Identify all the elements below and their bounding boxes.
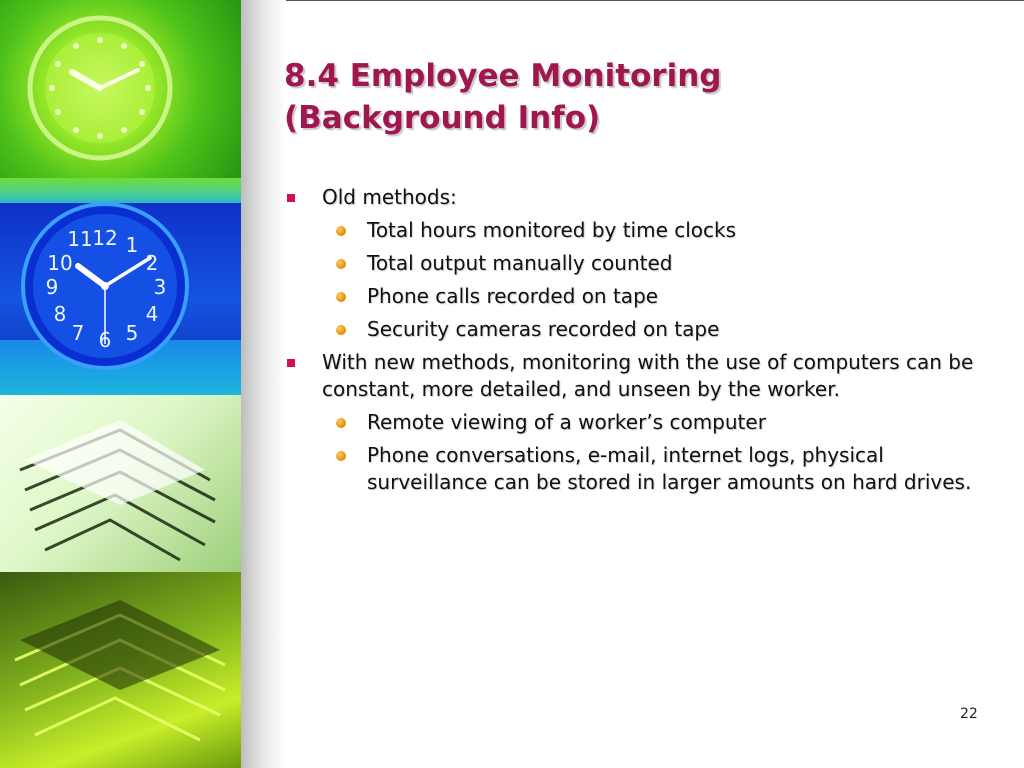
svg-text:9: 9: [45, 275, 59, 299]
decorative-image-strip: [0, 0, 241, 768]
svg-text:8: 8: [53, 302, 67, 326]
slide-title-line-2: (Background Info): [284, 100, 601, 136]
sub-bullet: Phone calls recorded on tape: [284, 283, 984, 310]
svg-text:6: 6: [98, 328, 112, 352]
page-number: 22: [960, 706, 978, 722]
svg-text:4: 4: [145, 302, 159, 326]
slide-title: [284, 55, 984, 139]
svg-text:2: 2: [145, 251, 159, 275]
slide-body: [284, 184, 984, 496]
sub-bullet: Remote viewing of a worker’s computer: [284, 409, 984, 436]
slide-title-line-1: 8.4 Employee Monitoring: [284, 58, 722, 94]
svg-text:7: 7: [71, 321, 85, 345]
bullet-old-methods: Old methods:: [284, 184, 984, 211]
sub-bullet: Total hours monitored by time clocks: [284, 217, 984, 244]
svg-text:3: 3: [153, 275, 167, 299]
sub-bullet: Security cameras recorded on tape: [284, 316, 984, 343]
strip-shadow: [241, 0, 286, 768]
sub-bullet: Phone conversations, e-mail, internet logs, physical surveillance can be stored in larger amounts on hard drives.: [284, 442, 984, 496]
sub-bullet: Total output manually counted: [284, 250, 984, 277]
svg-text:1: 1: [125, 233, 139, 257]
clock-and-papers-illustration: [0, 0, 241, 768]
bullet-new-methods: With new methods, monitoring with the use of computers can be constant, more detailed, and unseen by the worker.: [284, 349, 984, 403]
top-border-line: [286, 0, 1024, 1]
svg-text:11: 11: [67, 227, 93, 251]
svg-text:5: 5: [125, 321, 139, 345]
svg-text:12: 12: [92, 226, 118, 250]
svg-text:10: 10: [47, 251, 73, 275]
